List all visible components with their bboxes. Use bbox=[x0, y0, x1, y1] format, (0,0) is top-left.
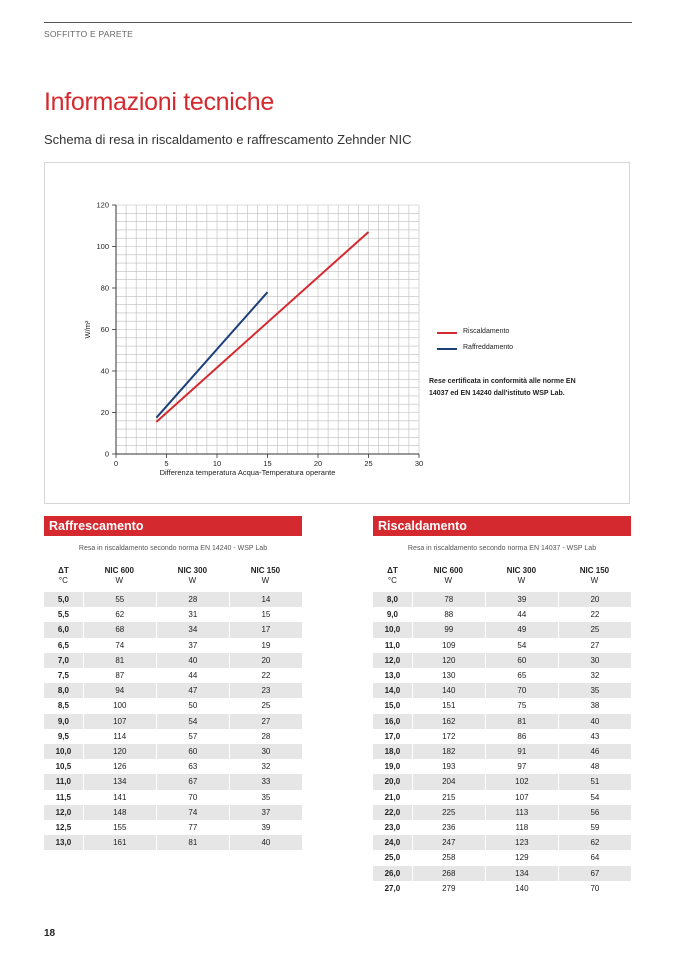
column-header: NIC 600 W bbox=[104, 566, 134, 585]
output-cell: 162 bbox=[412, 714, 485, 729]
output-cell: 44 bbox=[156, 668, 229, 683]
output-cell: 39 bbox=[229, 820, 302, 835]
delta-t-cell: 19,0 bbox=[384, 762, 401, 772]
output-cell: 27 bbox=[229, 714, 302, 729]
cooling-table-title: Raffrescamento bbox=[44, 516, 302, 536]
output-cell: 60 bbox=[156, 744, 229, 759]
output-cell: 46 bbox=[558, 744, 631, 759]
output-cell: 78 bbox=[412, 592, 485, 607]
x-tick-label: 15 bbox=[263, 459, 272, 468]
output-cell: 33 bbox=[229, 774, 302, 789]
output-cell: 38 bbox=[558, 698, 631, 713]
delta-t-cell: 5,0 bbox=[44, 592, 83, 607]
cooling-table-panel bbox=[44, 516, 302, 850]
x-tick-label: 30 bbox=[414, 459, 424, 468]
legend-swatch-heating bbox=[437, 332, 457, 334]
output-cell: 35 bbox=[558, 683, 631, 698]
table-row bbox=[373, 653, 631, 668]
output-cell: 25 bbox=[229, 698, 302, 713]
cooling-table bbox=[44, 566, 302, 850]
output-cell: 247 bbox=[412, 835, 485, 850]
table-row bbox=[44, 698, 302, 713]
table-row bbox=[44, 744, 302, 759]
output-cell: 19 bbox=[229, 638, 302, 653]
output-cell: 57 bbox=[156, 729, 229, 744]
table-row bbox=[44, 820, 302, 835]
output-cell: 30 bbox=[558, 653, 631, 668]
heating-table-panel bbox=[373, 516, 631, 896]
certification-note: Rese certificata in conformità alle norme EN 14037 ed EN 14240 dall'istituto WSP Lab. bbox=[429, 378, 576, 397]
delta-t-cell: 24,0 bbox=[373, 835, 412, 850]
delta-t-cell: 9,0 bbox=[44, 714, 83, 729]
delta-t-cell: 25,0 bbox=[384, 853, 401, 863]
output-cell: 44 bbox=[485, 607, 558, 622]
output-cell: 88 bbox=[412, 607, 485, 622]
output-cell: 236 bbox=[412, 820, 485, 835]
output-cell: 55 bbox=[83, 592, 156, 607]
output-cell: 141 bbox=[83, 790, 156, 805]
output-cell: 35 bbox=[229, 790, 302, 805]
page-subtitle: Schema di resa in riscaldamento e raffrescamento Zehnder NIC bbox=[44, 132, 412, 147]
delta-t-cell: 5,5 bbox=[57, 610, 69, 620]
y-tick-label: 20 bbox=[100, 408, 109, 417]
output-cell: 68 bbox=[83, 622, 156, 637]
output-cell: 27 bbox=[558, 638, 631, 653]
x-axis-label: Differenza temperatura Acqua-Temperatura operante bbox=[159, 468, 336, 477]
output-cell: 34 bbox=[156, 622, 229, 637]
output-cell: 126 bbox=[83, 759, 156, 774]
delta-t-cell: 20,0 bbox=[373, 774, 412, 789]
table-row bbox=[373, 820, 631, 835]
output-cell: 65 bbox=[485, 668, 558, 683]
output-cell: 120 bbox=[412, 653, 485, 668]
output-cell: 67 bbox=[558, 866, 631, 881]
y-tick-label: 120 bbox=[96, 200, 109, 210]
delta-t-cell: 11,0 bbox=[44, 774, 83, 789]
output-cell: 107 bbox=[83, 714, 156, 729]
delta-t-cell: 27,0 bbox=[384, 883, 401, 893]
output-cell: 54 bbox=[558, 790, 631, 805]
output-cell: 28 bbox=[156, 592, 229, 607]
output-cell: 43 bbox=[558, 729, 631, 744]
output-cell: 148 bbox=[83, 805, 156, 820]
page-title: Informazioni tecniche bbox=[44, 88, 274, 116]
output-cell: 129 bbox=[485, 850, 558, 865]
table-row bbox=[44, 759, 302, 774]
x-tick-label: 0 bbox=[113, 459, 119, 468]
delta-t-cell: 15,0 bbox=[384, 701, 401, 711]
output-cell: 182 bbox=[412, 744, 485, 759]
output-cell: 51 bbox=[558, 774, 631, 789]
table-row bbox=[373, 622, 631, 637]
legend-swatch-cooling bbox=[437, 348, 457, 350]
delta-t-cell: 14,0 bbox=[373, 683, 412, 698]
column-header: ΔT °C bbox=[387, 566, 398, 585]
output-cell: 75 bbox=[485, 698, 558, 713]
table-row bbox=[373, 698, 631, 713]
output-cell: 107 bbox=[485, 790, 558, 805]
legend-label-heating: Riscaldamento bbox=[463, 328, 510, 335]
output-cell: 32 bbox=[558, 668, 631, 683]
output-cell: 47 bbox=[156, 683, 229, 698]
output-cell: 77 bbox=[156, 820, 229, 835]
output-cell: 81 bbox=[83, 653, 156, 668]
output-cell: 70 bbox=[485, 683, 558, 698]
output-cell: 30 bbox=[229, 744, 302, 759]
output-cell: 37 bbox=[229, 805, 302, 820]
delta-t-cell: 13,0 bbox=[384, 671, 401, 681]
section-label: SOFFITTO E PARETE bbox=[44, 29, 134, 39]
output-cell: 54 bbox=[156, 714, 229, 729]
output-cell: 268 bbox=[412, 866, 485, 881]
table-row bbox=[44, 774, 302, 789]
series-line-cooling bbox=[156, 292, 267, 418]
table-row bbox=[373, 683, 631, 698]
series-line-heating bbox=[156, 232, 368, 422]
delta-t-cell: 9,0 bbox=[386, 610, 398, 620]
table-row bbox=[44, 592, 302, 607]
heating-table bbox=[373, 566, 631, 896]
output-cell: 215 bbox=[412, 790, 485, 805]
output-cell: 39 bbox=[485, 592, 558, 607]
table-row bbox=[373, 714, 631, 729]
cooling-table-note: Resa in riscaldamento secondo norma EN 14240 - WSP Lab bbox=[78, 545, 268, 552]
table-row bbox=[44, 790, 302, 805]
output-cell: 40 bbox=[229, 835, 302, 850]
output-cell: 94 bbox=[83, 683, 156, 698]
output-cell: 81 bbox=[156, 835, 229, 850]
output-cell: 193 bbox=[412, 759, 485, 774]
column-header: NIC 300 W bbox=[506, 566, 537, 585]
table-row bbox=[44, 653, 302, 668]
output-cell: 59 bbox=[558, 820, 631, 835]
delta-t-cell: 12,5 bbox=[55, 823, 72, 833]
heating-table-body bbox=[373, 592, 631, 896]
output-cell: 140 bbox=[485, 881, 558, 896]
output-cell: 48 bbox=[558, 759, 631, 774]
x-tick-label: 20 bbox=[313, 459, 323, 468]
cooling-table-header-row bbox=[44, 566, 302, 586]
output-cell: 25 bbox=[558, 622, 631, 637]
output-cell: 123 bbox=[485, 835, 558, 850]
output-cell: 22 bbox=[558, 607, 631, 622]
delta-t-cell: 16,0 bbox=[373, 714, 412, 729]
table-row bbox=[44, 683, 302, 698]
output-cell: 67 bbox=[156, 774, 229, 789]
table-row bbox=[373, 850, 631, 865]
delta-t-cell: 22,0 bbox=[373, 805, 412, 820]
delta-t-cell: 11,5 bbox=[55, 792, 71, 802]
table-row bbox=[373, 607, 631, 622]
delta-t-cell: 10,0 bbox=[373, 622, 412, 637]
delta-t-cell: 9,5 bbox=[57, 731, 69, 741]
delta-t-cell: 10,0 bbox=[44, 744, 83, 759]
output-cell: 32 bbox=[229, 759, 302, 774]
table-row bbox=[373, 790, 631, 805]
output-cell: 130 bbox=[412, 668, 485, 683]
output-cell: 81 bbox=[485, 714, 558, 729]
output-cell: 63 bbox=[156, 759, 229, 774]
table-row bbox=[373, 805, 631, 820]
output-cell: 118 bbox=[485, 820, 558, 835]
column-header: NIC 150 W bbox=[250, 566, 281, 585]
cooling-table-body bbox=[44, 592, 302, 850]
table-row bbox=[373, 881, 631, 896]
table-row bbox=[44, 729, 302, 744]
output-cell: 60 bbox=[485, 653, 558, 668]
y-tick-label: 40 bbox=[100, 366, 109, 376]
performance-chart bbox=[44, 162, 630, 504]
x-tick-label: 5 bbox=[164, 459, 169, 468]
output-cell: 258 bbox=[412, 850, 485, 865]
column-header: NIC 150 W bbox=[579, 566, 610, 585]
table-row bbox=[44, 607, 302, 622]
output-cell: 140 bbox=[412, 683, 485, 698]
output-cell: 91 bbox=[485, 744, 558, 759]
output-cell: 15 bbox=[229, 607, 302, 622]
output-cell: 62 bbox=[558, 835, 631, 850]
delta-t-cell: 26,0 bbox=[373, 866, 412, 881]
output-cell: 86 bbox=[485, 729, 558, 744]
output-cell: 23 bbox=[229, 683, 302, 698]
output-cell: 54 bbox=[485, 638, 558, 653]
output-cell: 99 bbox=[412, 622, 485, 637]
output-cell: 31 bbox=[156, 607, 229, 622]
heating-table-header-row bbox=[373, 566, 631, 586]
output-cell: 102 bbox=[485, 774, 558, 789]
output-cell: 40 bbox=[156, 653, 229, 668]
delta-t-cell: 18,0 bbox=[373, 744, 412, 759]
output-cell: 50 bbox=[156, 698, 229, 713]
y-axis-label: W/m² bbox=[83, 320, 92, 339]
output-cell: 225 bbox=[412, 805, 485, 820]
y-tick-label: 80 bbox=[100, 283, 109, 293]
output-cell: 49 bbox=[485, 622, 558, 637]
output-cell: 40 bbox=[558, 714, 631, 729]
delta-t-cell: 21,0 bbox=[384, 792, 401, 802]
table-row bbox=[44, 805, 302, 820]
delta-t-cell: 17,0 bbox=[384, 731, 401, 741]
output-cell: 113 bbox=[485, 805, 558, 820]
output-cell: 151 bbox=[412, 698, 485, 713]
table-row bbox=[373, 638, 631, 653]
output-cell: 204 bbox=[412, 774, 485, 789]
delta-t-cell: 7,5 bbox=[57, 671, 69, 681]
delta-t-cell: 10,5 bbox=[55, 762, 72, 772]
table-row bbox=[44, 622, 302, 637]
delta-t-cell: 11,0 bbox=[384, 640, 400, 650]
table-row bbox=[44, 668, 302, 683]
output-cell: 37 bbox=[156, 638, 229, 653]
table-row bbox=[373, 774, 631, 789]
table-row bbox=[373, 866, 631, 881]
output-cell: 20 bbox=[558, 592, 631, 607]
output-cell: 64 bbox=[558, 850, 631, 865]
output-cell: 14 bbox=[229, 592, 302, 607]
delta-t-cell: 23,0 bbox=[384, 823, 401, 833]
table-row bbox=[373, 835, 631, 850]
delta-t-cell: 8,0 bbox=[373, 592, 412, 607]
table-row bbox=[44, 835, 302, 850]
page-number: 18 bbox=[44, 928, 56, 939]
delta-t-cell: 7,0 bbox=[44, 653, 83, 668]
header-rule bbox=[44, 22, 632, 23]
output-cell: 62 bbox=[83, 607, 156, 622]
table-row bbox=[44, 714, 302, 729]
column-header: NIC 300 W bbox=[177, 566, 208, 585]
table-row bbox=[44, 638, 302, 653]
output-cell: 74 bbox=[156, 805, 229, 820]
output-cell: 22 bbox=[229, 668, 302, 683]
table-row bbox=[373, 592, 631, 607]
table-row bbox=[373, 668, 631, 683]
output-cell: 17 bbox=[229, 622, 302, 637]
output-cell: 114 bbox=[83, 729, 156, 744]
delta-t-cell: 6,0 bbox=[44, 622, 83, 637]
column-header: ΔT °C bbox=[58, 566, 69, 585]
x-tick-label: 10 bbox=[212, 459, 222, 468]
delta-t-cell: 8,0 bbox=[44, 683, 83, 698]
heating-table-note: Resa in riscaldamento secondo norma EN 14037 - WSP Lab bbox=[407, 545, 597, 552]
x-tick-label: 25 bbox=[364, 459, 373, 468]
output-cell: 109 bbox=[412, 638, 485, 653]
output-cell: 120 bbox=[83, 744, 156, 759]
output-cell: 70 bbox=[156, 790, 229, 805]
delta-t-cell: 12,0 bbox=[373, 653, 412, 668]
output-cell: 74 bbox=[83, 638, 156, 653]
delta-t-cell: 6,5 bbox=[57, 640, 69, 650]
y-tick-label: 100 bbox=[96, 242, 109, 251]
output-cell: 134 bbox=[83, 774, 156, 789]
output-cell: 97 bbox=[485, 759, 558, 774]
chart-canvas bbox=[45, 163, 629, 503]
table-row bbox=[373, 759, 631, 774]
table-row bbox=[373, 744, 631, 759]
output-cell: 70 bbox=[558, 881, 631, 896]
y-tick-label: 60 bbox=[100, 325, 109, 334]
output-cell: 100 bbox=[83, 698, 156, 713]
delta-t-cell: 13,0 bbox=[44, 835, 83, 850]
column-header: NIC 600 W bbox=[433, 566, 463, 585]
output-cell: 172 bbox=[412, 729, 485, 744]
output-cell: 87 bbox=[83, 668, 156, 683]
heating-table-title: Riscaldamento bbox=[373, 516, 631, 536]
y-tick-label: 0 bbox=[104, 449, 109, 459]
output-cell: 28 bbox=[229, 729, 302, 744]
output-cell: 20 bbox=[229, 653, 302, 668]
delta-t-cell: 12,0 bbox=[44, 805, 83, 820]
legend-label-cooling: Raffreddamento bbox=[463, 344, 514, 351]
output-cell: 155 bbox=[83, 820, 156, 835]
output-cell: 279 bbox=[412, 881, 485, 896]
output-cell: 134 bbox=[485, 866, 558, 881]
output-cell: 161 bbox=[83, 835, 156, 850]
delta-t-cell: 8,5 bbox=[57, 701, 69, 711]
output-cell: 56 bbox=[558, 805, 631, 820]
table-row bbox=[373, 729, 631, 744]
